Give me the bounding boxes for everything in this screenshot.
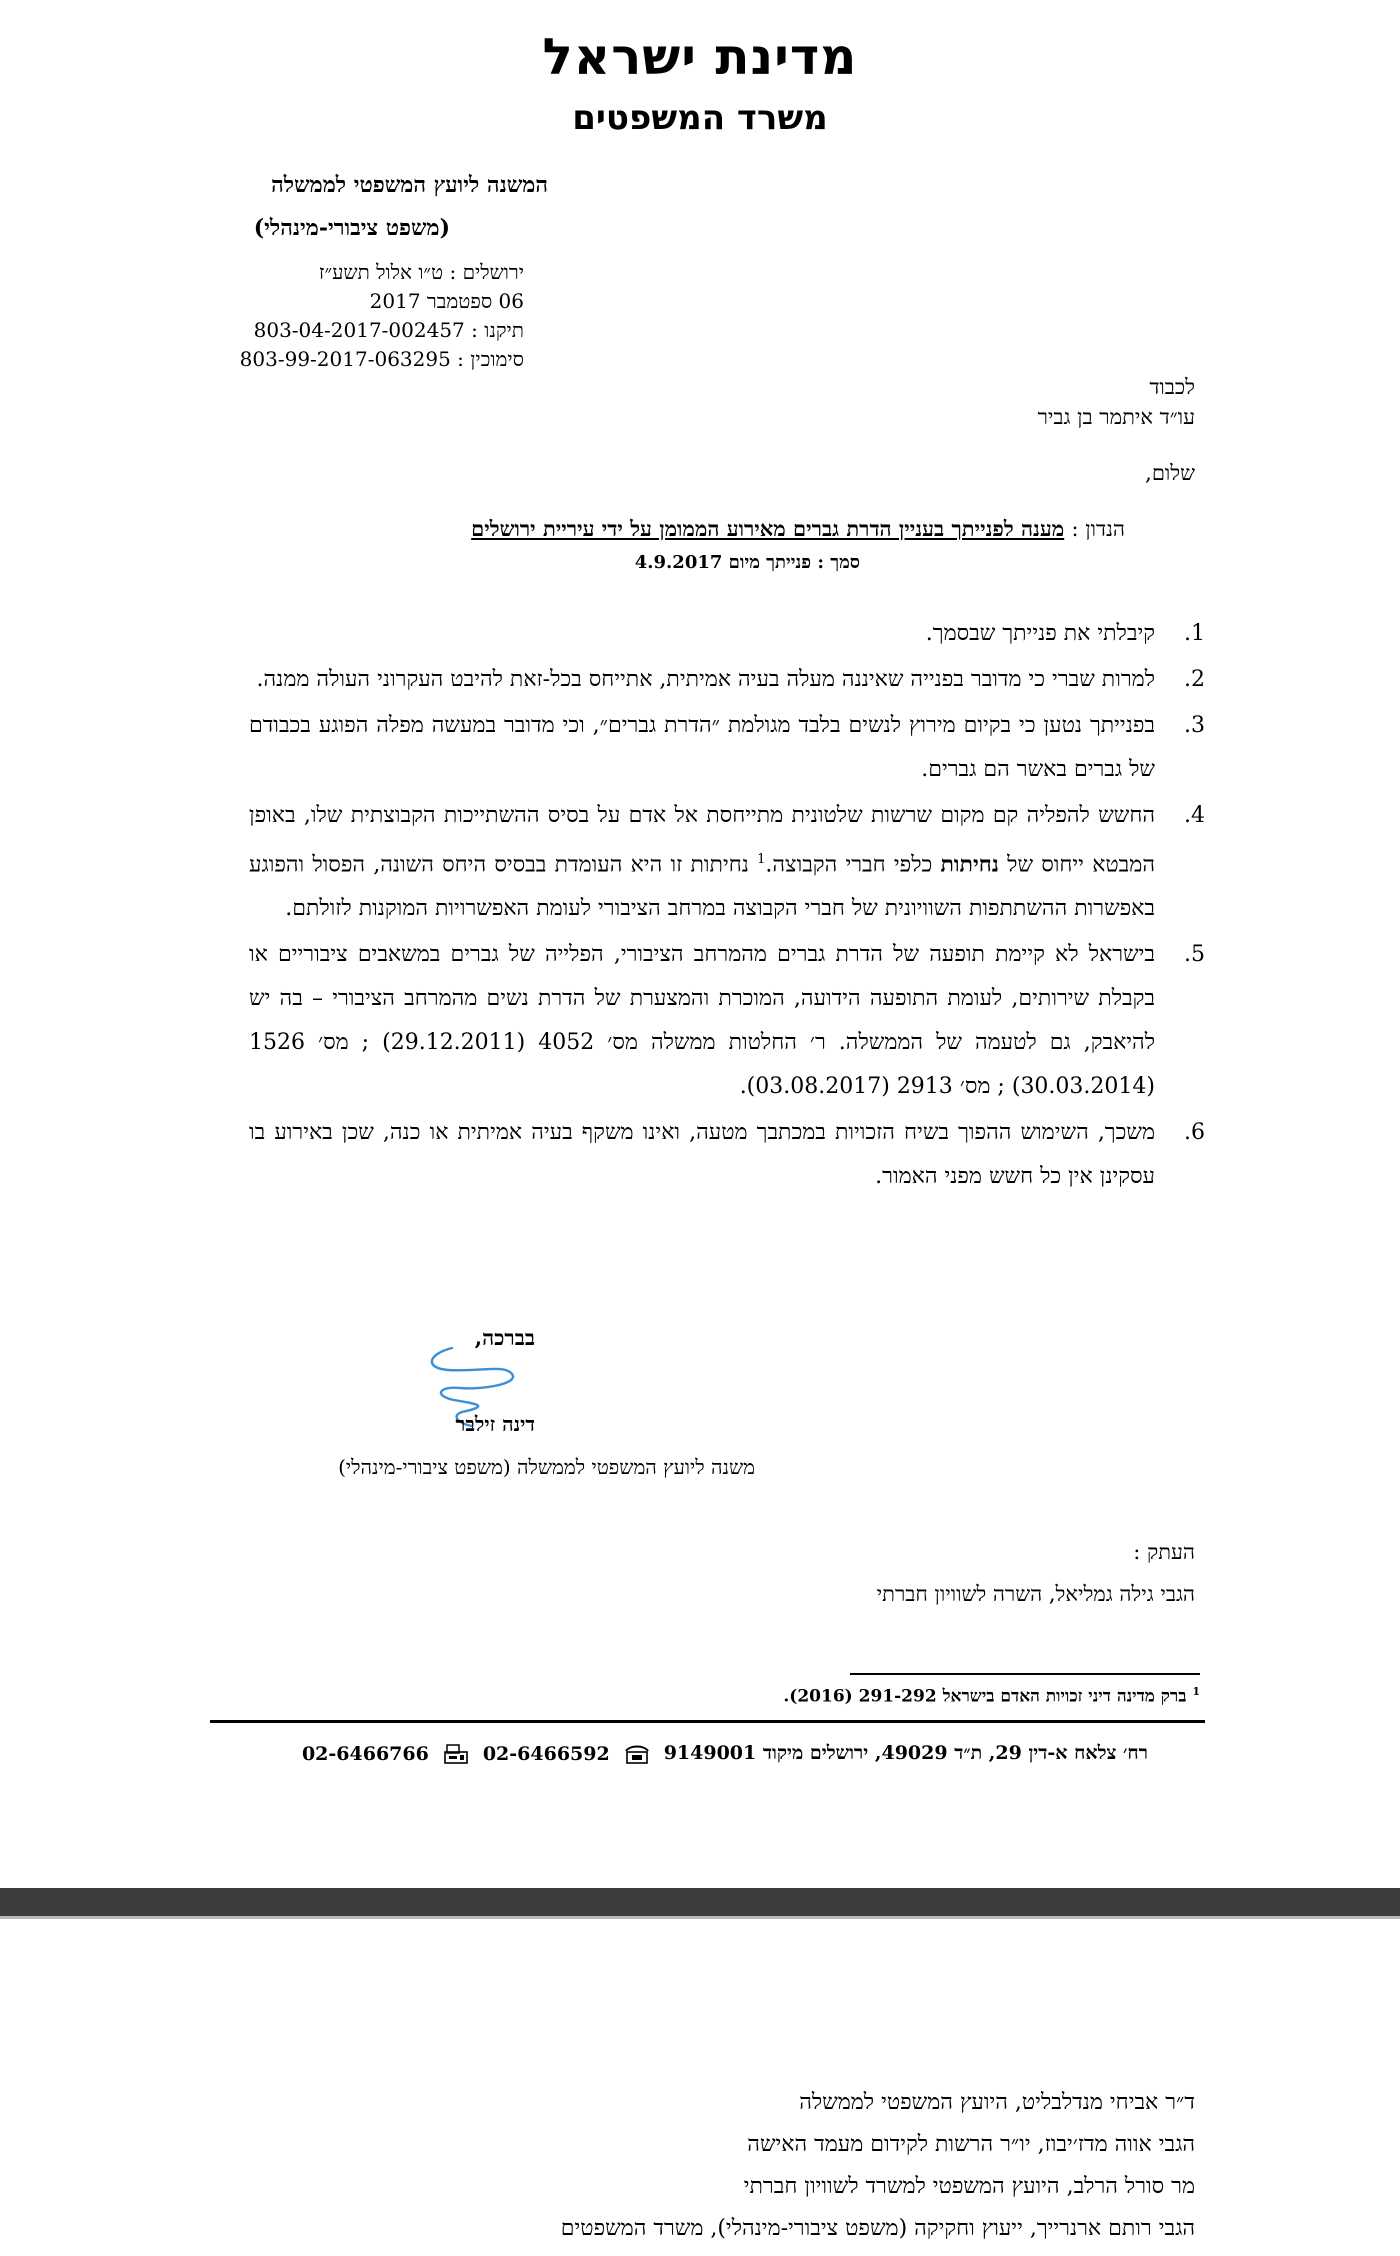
paragraph-text: משכך, השימוש ההפוך בשיח הזכויות במכתבך מטעה, ואינו משקף בעיה אמיתית או כנה, שכן באירוע בו עסקינן אין כל חשש מפני האמור. bbox=[249, 1120, 1155, 1190]
subject-label: הנדון : bbox=[1071, 517, 1125, 541]
footnote-marker[interactable]: 1 bbox=[757, 852, 766, 867]
telephone-icon bbox=[624, 1743, 650, 1765]
footer-phone: 02-6466592 bbox=[482, 1742, 610, 1765]
signatory-role: משנה ליועץ המשפטי לממשלה (משפט ציבורי-מינהלי) bbox=[338, 1455, 755, 1479]
letter-meta bbox=[240, 258, 524, 374]
copy-list-item: ד״ר אביחי מנדלבליט, היועץ המשפטי לממשלה bbox=[799, 2090, 1195, 2115]
paragraph-text bbox=[249, 794, 1155, 931]
paragraph-number: 4. bbox=[1184, 803, 1205, 828]
paragraph-4 bbox=[205, 794, 1205, 931]
subject-reference: סמך : פנייתך מיום 4.9.2017 bbox=[634, 552, 860, 573]
closing-salutation: בברכה, bbox=[474, 1325, 535, 1350]
copy-label: העתק : bbox=[1133, 1540, 1195, 1564]
reference-number: סימוכין : 803-99-2017-063295 bbox=[239, 347, 524, 371]
paragraph-text: בפנייתך נטען כי בקיום מירוץ לנשים בלבד מגולמת ״הדרת גברים״, וכי מדובר במעשה מפלה הפוגע בכבודם של גברים באשר הם גברים. bbox=[249, 713, 1155, 782]
paragraph-number: 5. bbox=[1184, 942, 1205, 968]
paragraph-number: 1. bbox=[1184, 621, 1205, 646]
paragraph-2 bbox=[205, 658, 1205, 702]
letterhead-ministry: משרד המשפטים bbox=[572, 98, 828, 138]
fax-icon bbox=[443, 1743, 469, 1765]
paragraph-number: 6. bbox=[1184, 1120, 1205, 1146]
recipient-honorific: לכבוד bbox=[1149, 375, 1195, 399]
footer-address: רח׳ צלאח א-דין 29, ת״ד 49029, ירושלים מיקוד 9149001 bbox=[663, 1742, 1148, 1764]
greeting: שלום, bbox=[1145, 461, 1195, 485]
paragraph-number: 3. bbox=[1184, 713, 1205, 738]
paragraph-text-part: כלפי חברי הקבוצה. bbox=[765, 852, 941, 878]
footnote-separator bbox=[850, 1673, 1200, 1675]
recipient bbox=[1038, 372, 1195, 432]
footer-contact bbox=[302, 1742, 1148, 1765]
paragraph-number: 2. bbox=[1184, 667, 1205, 692]
file-number: תיקנו : 803-04-2017-002457 bbox=[253, 318, 524, 342]
paragraph-1 bbox=[205, 612, 1205, 656]
hebrew-date: ירושלים : ט״ו אלול תשע״ז bbox=[318, 260, 524, 284]
recipient-name: עו״ד איתמר בן גביר bbox=[1037, 405, 1195, 429]
body-paragraphs bbox=[205, 612, 1205, 1201]
footer-divider bbox=[210, 1720, 1205, 1723]
copy-list-item: מר סורל הרלב, היועץ המשפטי למשרד לשוויון חברתי bbox=[743, 2174, 1195, 2199]
letterhead-title: מדינת ישראל bbox=[542, 28, 858, 86]
page-break-shadow bbox=[0, 1916, 1400, 1919]
subject-line bbox=[471, 516, 1125, 542]
paragraph-text: למרות שברי כי מדובר בפנייה שאיננה מעלה בעיה אמיתית, אתייחס בכל-זאת להיבט העקרוני העולה ממנה. bbox=[256, 667, 1155, 692]
page-break-band bbox=[0, 1888, 1400, 1916]
paragraph-5 bbox=[205, 933, 1205, 1109]
footnote-mark: 1 bbox=[1192, 1685, 1200, 1698]
signatory-name: דינה זילבר bbox=[455, 1412, 535, 1436]
paragraph-text-part: החשש להפליה קם מקום שרשות שלטונית מתייחסת אל אדם על בסיס ההשתייכות הקבוצתית שלו, באופן המבטא ייחוס של bbox=[249, 803, 1155, 878]
subject-text: מענה לפנייתך בעניין הדרת גברים מאירוע הממומן על ידי עיריית ירושלים bbox=[471, 516, 1065, 541]
paragraph-text-part: נחיתות זו היא העומדת בבסיס היחס השונה, הפסול והפוגע באפשרות ההשתתפות השוויונית של חברי הקבוצה במרחב הציבורי לעומת האפשרויות המוקנות לזולתם. bbox=[249, 852, 1155, 922]
footnote bbox=[783, 1685, 1200, 1707]
copy-list-item: הגבי רותם ארנרייך, ייעוץ וחקיקה (משפט ציבורי-מינהלי), משרד המשפטים bbox=[560, 2216, 1195, 2241]
sender-office: המשנה ליועץ המשפטי לממשלה bbox=[271, 172, 548, 198]
paragraph-3 bbox=[205, 704, 1205, 792]
paragraph-text: קיבלתי את פנייתך שבסמך. bbox=[925, 621, 1155, 646]
copy-first-recipient: הגבי גילה גמליאל, השרה לשוויון חברתי bbox=[876, 1582, 1195, 1606]
sender-division: (משפט ציבורי-מינהלי) bbox=[253, 215, 450, 241]
footnote-text: ברק מדינה דיני זכויות האדם בישראל 291-292 (2016). bbox=[783, 1686, 1187, 1707]
gregorian-date: 06 ספטמבר 2017 bbox=[369, 289, 524, 313]
paragraph-6 bbox=[205, 1111, 1205, 1199]
paragraph-text: בישראל לא קיימת תופעה של הדרת גברים מהמרחב הציבורי, הפלייה של גברים במשאבים ציבוריים או בקבלת שירותים, לעומת התופעה הידועה, המוכרת והמצערת של הדרת נשים מהמרחב הציבורי – בה יש להיאבק, גם לטעמה של הממשלה. ר׳ החלטות ממשלה מס׳ 4052 (29.12.2011) ; מס׳ 1526 (30.03.2014) ; מס׳ 2913 (03.08.2017). bbox=[249, 942, 1156, 1100]
paragraph-bold-word: נחיתות bbox=[940, 851, 999, 878]
copy-list bbox=[561, 2082, 1195, 2250]
copy-list-item: הגבי אווה מדז׳יבוז, יו״ר הרשות לקידום מעמד האישה bbox=[747, 2132, 1195, 2157]
footer-fax: 02-6466766 bbox=[301, 1742, 429, 1765]
